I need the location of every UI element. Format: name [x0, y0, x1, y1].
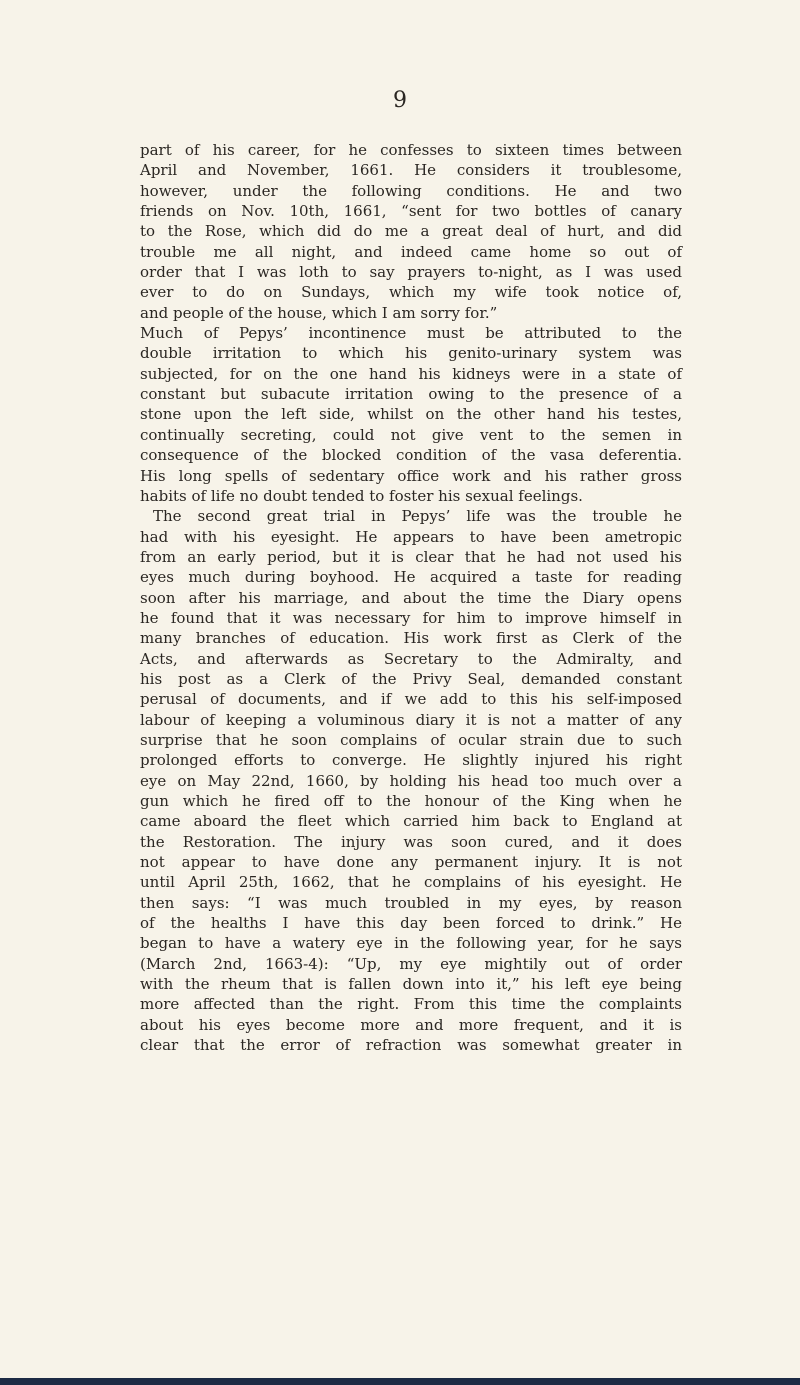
page-number: 9 [393, 88, 407, 113]
text-line: eye on May 22nd, 1660, by holding his head too much over a [140, 771, 682, 790]
text-line: many branches of education. His work first as Clerk of the [140, 629, 682, 648]
text-line: stone upon the left side, whilst on the other hand his testes, [140, 405, 682, 424]
text-line: prolonged efforts to converge. He slightly injured his right [140, 751, 682, 770]
text-line: part of his career, for he confesses to sixteen times between [140, 141, 682, 159]
text-line: began to have a watery eye in the following year, for he says [140, 934, 682, 953]
text-line: labour of keeping a voluminous diary it is not a matter of any [140, 710, 682, 729]
text-line: clear that the error of refraction was somewhat greater in [140, 1036, 682, 1055]
text-line: until April 25th, 1662, that he complains of his eyesight. He [140, 873, 682, 892]
text-line: subjected, for on the one hand his kidneys were in a state of [140, 364, 682, 383]
text-line: His long spells of sedentary office work and his rather gross [140, 466, 682, 485]
text-line: trouble me all night, and indeed came home so out of [140, 242, 682, 261]
bottom-edge-rule [0, 1378, 800, 1385]
text-line: from an early period, but it is clear that he had not used his [140, 547, 682, 566]
text-line: surprise that he soon complains of ocular strain due to such [140, 730, 682, 749]
text-line: more affected than the right. From this time the complaints [140, 995, 682, 1014]
text-line: then says: “I was much troubled in my eyes, by reason [140, 893, 682, 912]
text-line: of the healths I have this day been forced to drink.” He [140, 914, 682, 933]
text-line: Acts, and afterwards as Secretary to the Admiralty, and [140, 649, 682, 668]
text-line: April and November, 1661. He considers it troublesome, [140, 161, 682, 180]
text-line: his post as a Clerk of the Privy Seal, demanded constant [140, 669, 682, 688]
text-line: the Restoration. The injury was soon cured, and it does [140, 832, 682, 851]
text-line: perusal of documents, and if we add to this his self-imposed [140, 690, 682, 709]
text-line: however, under the following conditions. He and two [140, 181, 682, 200]
text-line: ever to do on Sundays, which my wife took notice of, [140, 283, 682, 302]
text-line: came aboard the fleet which carried him back to England at [140, 812, 682, 831]
text-line: (March 2nd, 1663-4): “Up, my eye mightily out of order [140, 954, 682, 973]
text-line: friends on Nov. 10th, 1661, “sent for two bottles of canary [140, 202, 682, 221]
text-line: habits of life no doubt tended to foster his sexual feelings. [140, 486, 583, 505]
text-line: not appear to have done any permanent injury. It is not [140, 853, 682, 872]
text-line: about his eyes become more and more frequent, and it is [140, 1015, 682, 1034]
text-line: consequence of the blocked condition of the vasa deferentia. [140, 446, 682, 465]
text-line: soon after his marriage, and about the time the Diary opens [140, 588, 682, 607]
text-line: order that I was loth to say prayers to-night, as I was used [140, 263, 682, 282]
text-line: constant but subacute irritation owing to the presence of a [140, 385, 682, 404]
text-line: with the rheum that is fallen down into it,” his left eye being [140, 975, 682, 994]
body-text [140, 140, 682, 1055]
text-line: gun which he fired off to the honour of the King when he [140, 792, 682, 810]
text-line: The second great trial in Pepys’ life was the trouble he [153, 507, 682, 526]
text-line: to the Rose, which did do me a great deal of hurt, and did [140, 222, 682, 241]
text-line: Much of Pepys’ incontinence must be attributed to the [140, 324, 682, 343]
text-line: eyes much during boyhood. He acquired a taste for reading [140, 568, 682, 587]
text-line: and people of the house, which I am sorry for.” [140, 303, 498, 322]
text-line: double irritation to which his genito-urinary system was [140, 344, 682, 363]
text-line: he found that it was necessary for him to improve himself in [140, 608, 682, 627]
text-line: continually secreting, could not give vent to the semen in [140, 425, 682, 444]
text-line: had with his eyesight. He appears to have been ametropic [140, 527, 682, 546]
